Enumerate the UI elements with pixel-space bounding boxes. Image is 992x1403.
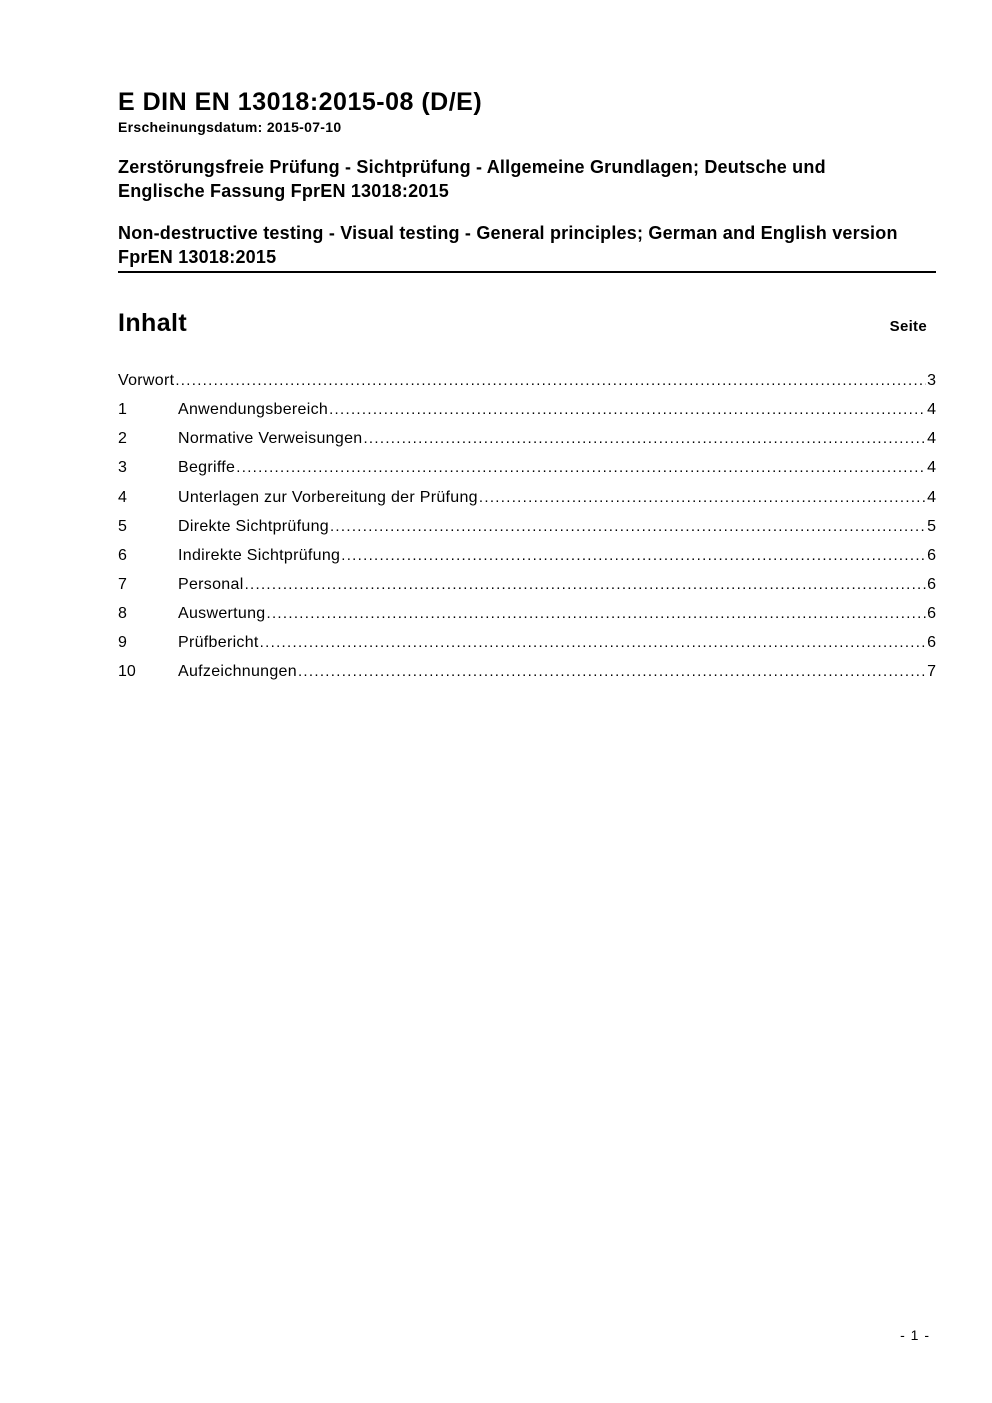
toc-entry-page: 4 — [927, 488, 936, 506]
footer-page-number: - 1 - — [900, 1327, 930, 1343]
toc-entry-title: Begriffe — [178, 459, 236, 477]
toc-row — [118, 453, 936, 482]
toc-entry-page: 3 — [927, 372, 936, 389]
toc-entry-page: 6 — [927, 605, 936, 623]
toc-dot-leader — [363, 424, 926, 453]
toc-entry-page: 4 — [927, 430, 936, 448]
toc-entry-title: Aufzeichnungen — [178, 663, 297, 681]
toc-entry-title: Normative Verweisungen — [178, 430, 363, 448]
toc-dot-leader — [341, 541, 926, 570]
toc-entry-number: 3 — [118, 459, 127, 477]
publication-date: Erscheinungsdatum: 2015-07-10 — [118, 119, 342, 135]
toc-dot-leader — [330, 512, 926, 541]
toc-list — [118, 366, 936, 687]
toc-entry-title: Indirekte Sichtprüfung — [178, 546, 341, 564]
toc-header — [118, 310, 936, 336]
document-title: E DIN EN 13018:2015-08 (D/E) — [118, 88, 483, 116]
german-standard-title: Zerstörungsfreie Prüfung - Sichtprüfung - Allgemeine Grundlagen; Deutsche und Englische Fassung FprEN 13018:2015 — [118, 157, 826, 201]
toc-entry-page: 6 — [927, 575, 936, 593]
toc-entry-number: 2 — [118, 430, 127, 448]
toc-entry-title: Prüfbericht — [178, 634, 259, 652]
toc-row — [118, 424, 936, 453]
horizontal-rule — [118, 271, 936, 273]
toc-entry-number: 10 — [118, 663, 136, 681]
toc-dot-leader — [298, 657, 926, 686]
toc-page-column-label: Seite — [889, 318, 927, 335]
toc-entry-number: 1 — [118, 401, 127, 419]
toc-entry-page: 6 — [927, 546, 936, 564]
toc-entry-number: 8 — [118, 605, 127, 623]
toc-entry-title: Personal — [178, 575, 244, 593]
toc-row — [118, 395, 936, 424]
toc-entry-number: 5 — [118, 517, 127, 535]
toc-entry-page: 4 — [927, 401, 936, 419]
toc-row — [118, 483, 936, 512]
toc-row — [118, 628, 936, 657]
toc-entry-number: 7 — [118, 575, 127, 593]
toc-heading: Inhalt — [118, 309, 188, 337]
toc-entry-page: 4 — [927, 459, 936, 477]
toc-dot-leader — [479, 483, 926, 512]
toc-row — [118, 541, 936, 570]
toc-entry-title: Anwendungsbereich — [178, 401, 329, 419]
toc-entry-page: 7 — [927, 663, 936, 681]
toc-entry-title: Auswertung — [178, 605, 266, 623]
toc-entry-number: 6 — [118, 546, 127, 564]
toc-row — [118, 570, 936, 599]
toc-row — [118, 366, 936, 395]
toc-row — [118, 657, 936, 686]
toc-entry-title: Direkte Sichtprüfung — [178, 517, 329, 535]
toc-dot-leader — [260, 628, 926, 657]
toc-entry-number: 4 — [118, 488, 127, 506]
english-standard-title: Non-destructive testing - Visual testing - General principles; German and English version FprEN 13018:2015 — [118, 223, 898, 267]
toc-row — [118, 512, 936, 541]
toc-dot-leader — [267, 599, 927, 628]
toc-dot-leader — [236, 453, 926, 482]
toc-dot-leader — [245, 570, 927, 599]
toc-entry-title: Unterlagen zur Vorbereitung der Prüfung — [178, 488, 478, 506]
toc-entry-number: 9 — [118, 634, 127, 652]
toc-entry-page: 6 — [927, 634, 936, 652]
toc-row — [118, 599, 936, 628]
toc-entry-page: 5 — [927, 517, 936, 535]
toc-entry-title: Vorwort — [118, 372, 175, 389]
toc-dot-leader — [175, 366, 926, 395]
toc-dot-leader — [329, 395, 926, 424]
